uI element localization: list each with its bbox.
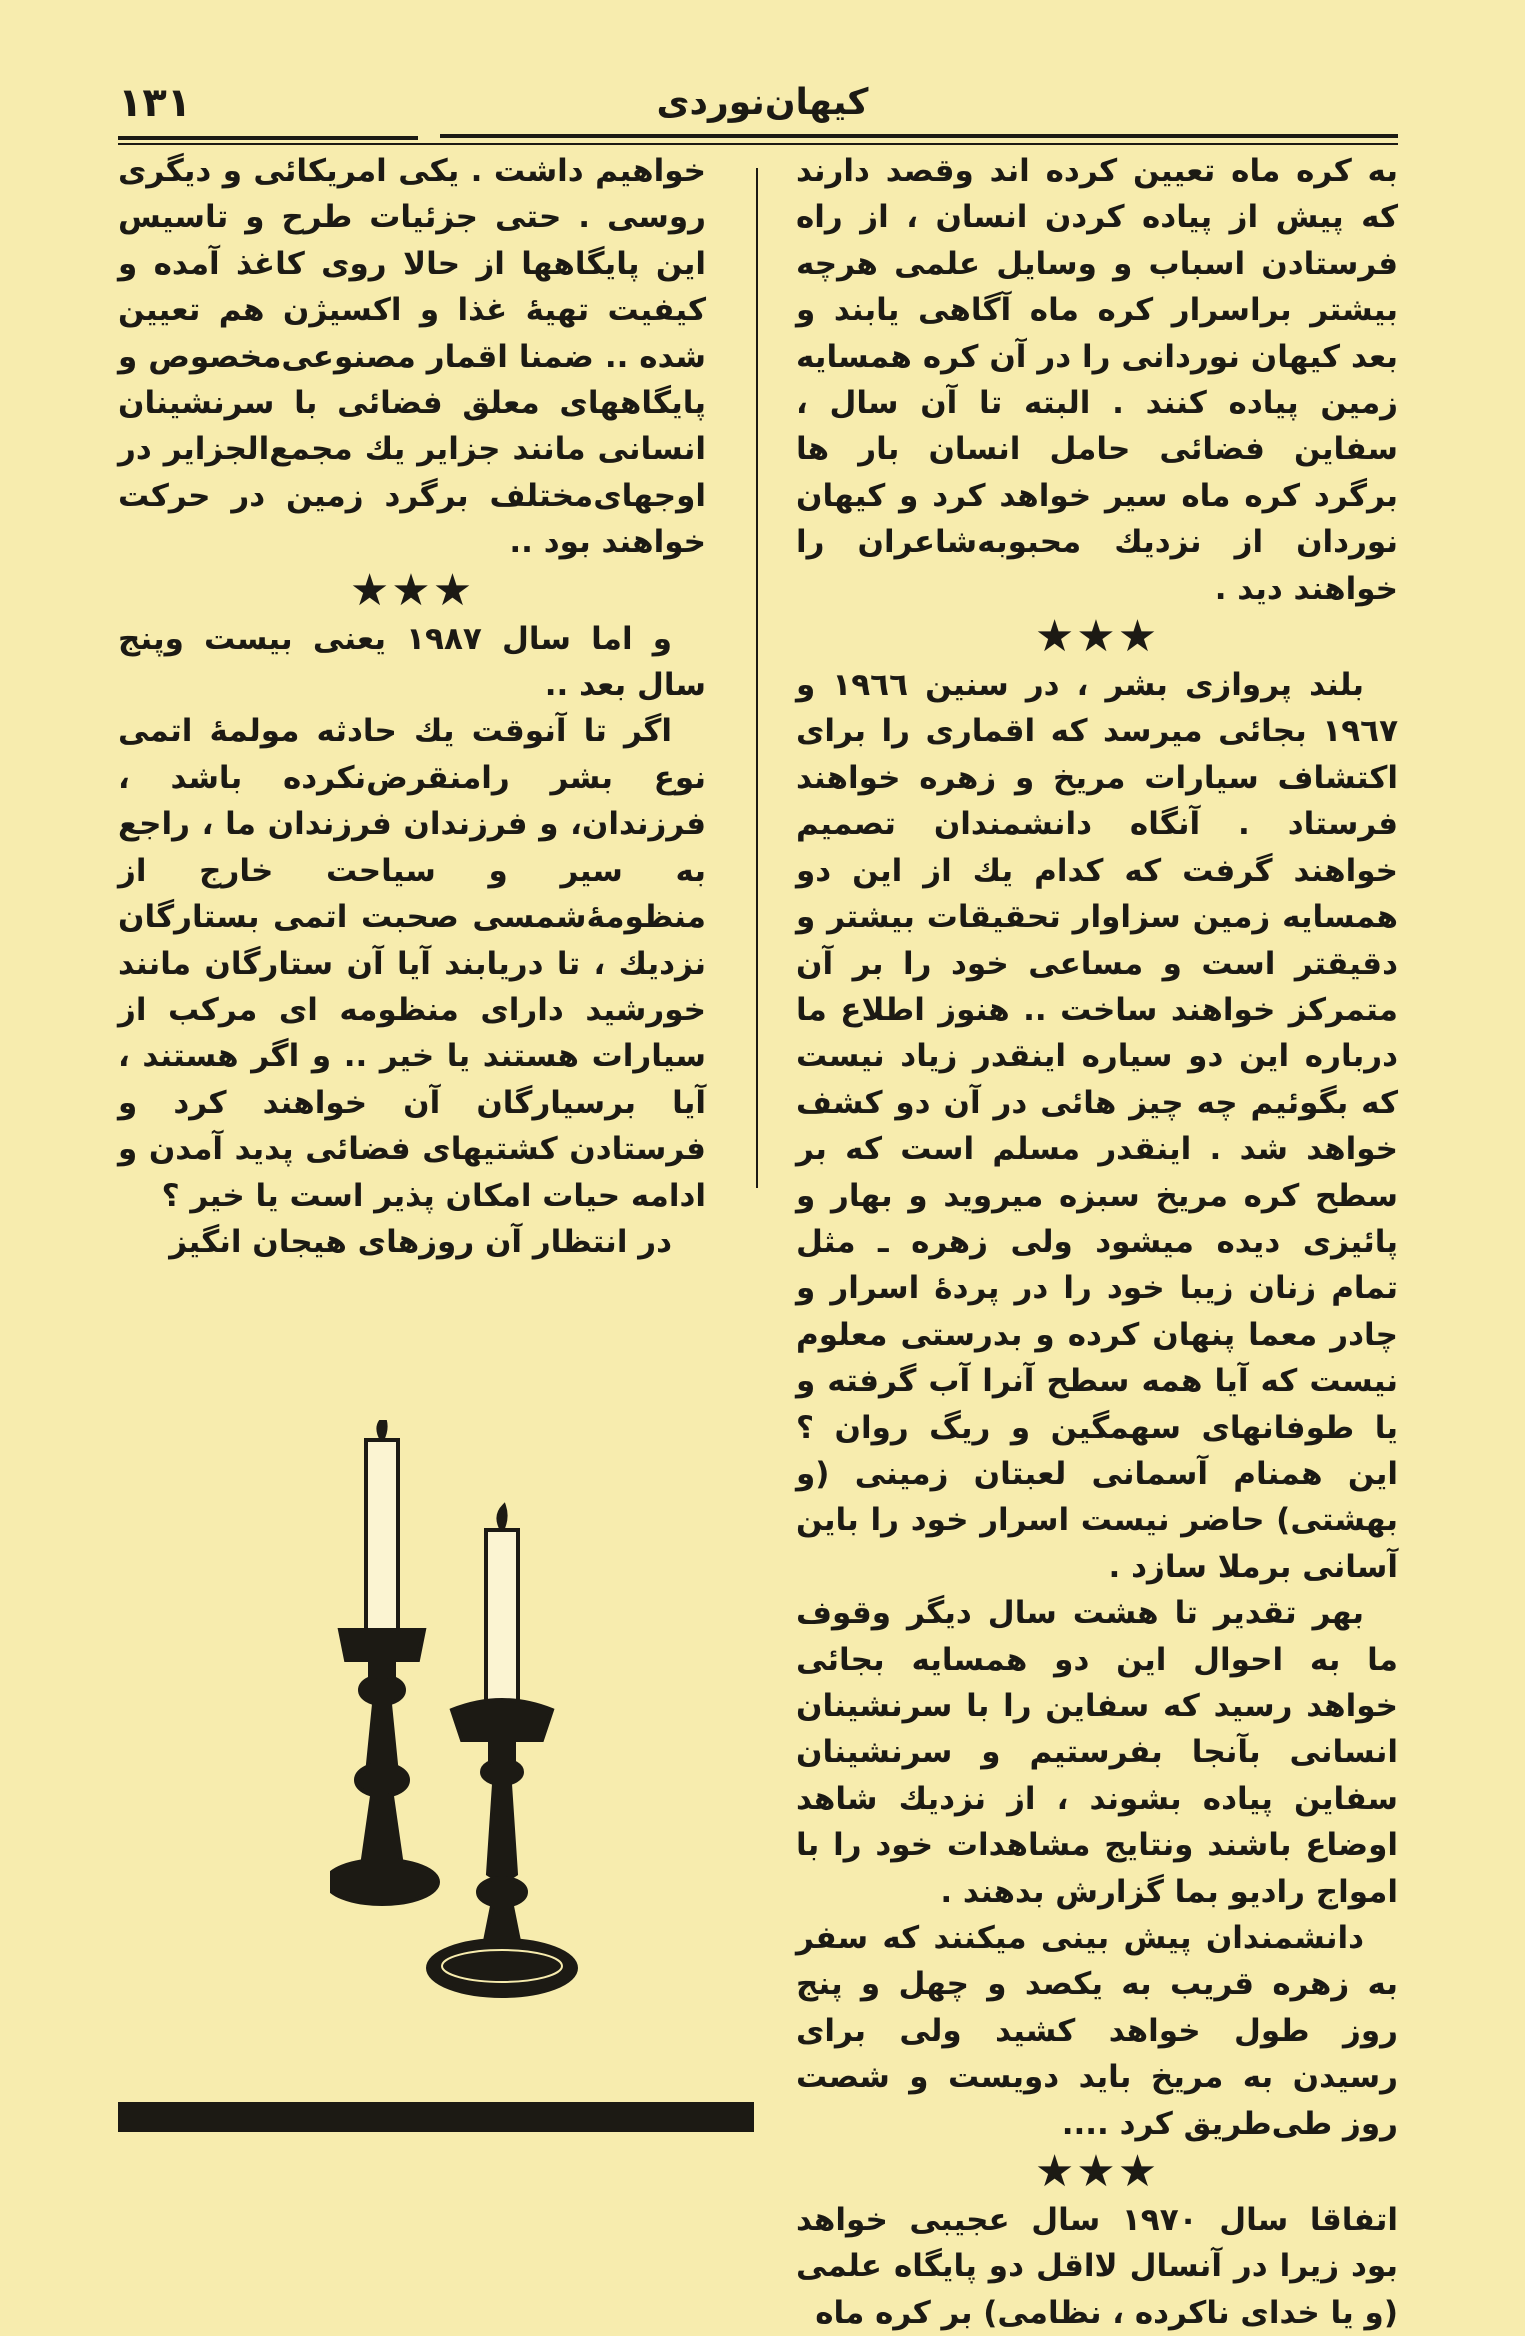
- page-number: ١٣١: [118, 80, 192, 126]
- left-paragraph-1: خواهیم داشت . یکی امریکائی و دیگری روسی . حتی جزئیات طرح و تاسیس این پایگاهها از حالا روی کاغذ آمده و کیفیت تهیهٔ غذا و اکسیژن هم تعیین شده .. ضمنا اقمار مصنوعی‌مخصوص و پایگاههای معلق فضائی با سرنشینان انسانی مانند جزایر یك مجمع‌الجزایر در اوجهای‌مختلف برگرد زمین در حرکت خواهند بود ..: [118, 153, 706, 561]
- right-paragraph-1: به کره ماه تعیین کرده اند وقصد دارند که پیش از پیاده کردن انسان ، از راه فرستادن اسباب و وسایل علمی هرچه بیشتر براسرار کره ماه آگاهی یابند و بعد کیهان نوردانی را در آن کره همسایه زمین پیاده کنند . البته تا آن سال ، سفاین فضائی حامل انسان بار ها برگرد کره ماه سیر خواهد کرد و کیهان نوردان از نزدیك محبوبه‌شاعران را خواهند دید .: [796, 153, 1398, 607]
- left-column: [118, 148, 706, 1265]
- left-paragraph-4: در انتظار آن روزهای هیجان انگیز: [169, 1223, 672, 1260]
- right-paragraph-2: بلند پروازی بشر ، در سنین ١٩٦٦ و ١٩٦٧ بجائی میرسد که اقماری را برای اکتشاف سیارات مریخ و زهره خواهند فرستاد . آنگاه دانشمندان تصمیم خواهند گرفت که کدام یك از این دو همسایه زمین سزاوار تحقیقات بیشتر و دقیقتر است و مساعی خود را بر آن متمرکز خواهند ساخت .. هنوز اطلاع ما درباره این دو سیاره اینقدر زیاد نیست که بگوئیم چه چیز هائی در آن دو کشف خواهد شد . اینقدر مسلم است که بر سطح کره مریخ سبزه میروید و بهار و پائیزی دیده میشود ولی زهره ـ مثل تمام زنان زیبا خود را در پردهٔ اسرار و چادر معما پنهان کرده و بدرستی معلوم نیست که آیا همه سطح آنرا آب گرفته و یا طوفانهای سهمگین و ریگ روان ؟ این همنام آسمانی لعبتان زمینی (و بهشتی) حاضر نیست اسرار خود را باین آسانی برملا سازد .: [796, 667, 1398, 1585]
- header-rule-right: [440, 134, 1398, 138]
- header-rule-left: [118, 136, 418, 140]
- left-paragraph-2: و اما سال ١٩٨٧ یعنی بیست وپنج سال بعد ..: [118, 620, 706, 704]
- right-paragraph-3: بهر تقدیر تا هشت سال دیگر وقوف ما به احوال این دو همسایه بجائی خواهد رسید که سفاین را با سرنشینان انسانی بآنجا بفرستیم و سرنشینان سفاین پیاده بشوند ، از نزدیك شاهد اوضاع باشند ونتایج مشاهدات خود را با امواج رادیو بما گزارش بدهند .: [796, 1595, 1398, 1910]
- bottom-decorative-bar: [118, 2102, 754, 2132]
- section-separator-stars: ★★★: [1034, 611, 1160, 663]
- section-separator-stars: ★★★: [1034, 2146, 1160, 2198]
- right-column: [796, 148, 1398, 2336]
- right-paragraph-4: دانشمندان پیش بینی میکنند که سفر به زهره قریب به یکصد و چهل و پنج روز طول خواهد کشید ولی برای رسیدن به مریخ باید دویست و شصت روز طی‌طریق کرد ....: [796, 1920, 1398, 2142]
- right-paragraph-5: اتفاقا سال ١٩٧٠ سال عجیبی خواهد بود زیرا در آنسال لااقل دو پایگاه علمی (و یا خدای ناکرده ، نظامی) بر کره ماه: [796, 2202, 1398, 2331]
- left-paragraph-3: اگر تا آنوقت یك حادثه مولمهٔ اتمی نوع بشر رامنقرض‌نکرده باشد ، فرزندان، و فرزندان فرزندان ما ، راجع به سیر و سیاحت خارج از منظومهٔ‌شمسی صحبت اتمی بستارگان نزدیك ، تا دریابند آیا آن ستارگان مانند خورشید دارای منظومه ای مرکب از سیارات هستند یا خیر .. و اگر هستند ، آیا برسیارگان آن خواهند کرد و فرستادن کشتیهای فضائی پدید آمدن و ادامه حیات امکان پذیر است یا خیر ؟: [118, 713, 706, 1214]
- column-divider: [756, 168, 758, 1188]
- section-separator-stars: ★★★: [349, 564, 475, 616]
- running-title: کیهان‌نوردی: [656, 82, 869, 123]
- header-rule-thin: [118, 143, 1398, 145]
- candlesticks-illustration: [330, 1420, 590, 2010]
